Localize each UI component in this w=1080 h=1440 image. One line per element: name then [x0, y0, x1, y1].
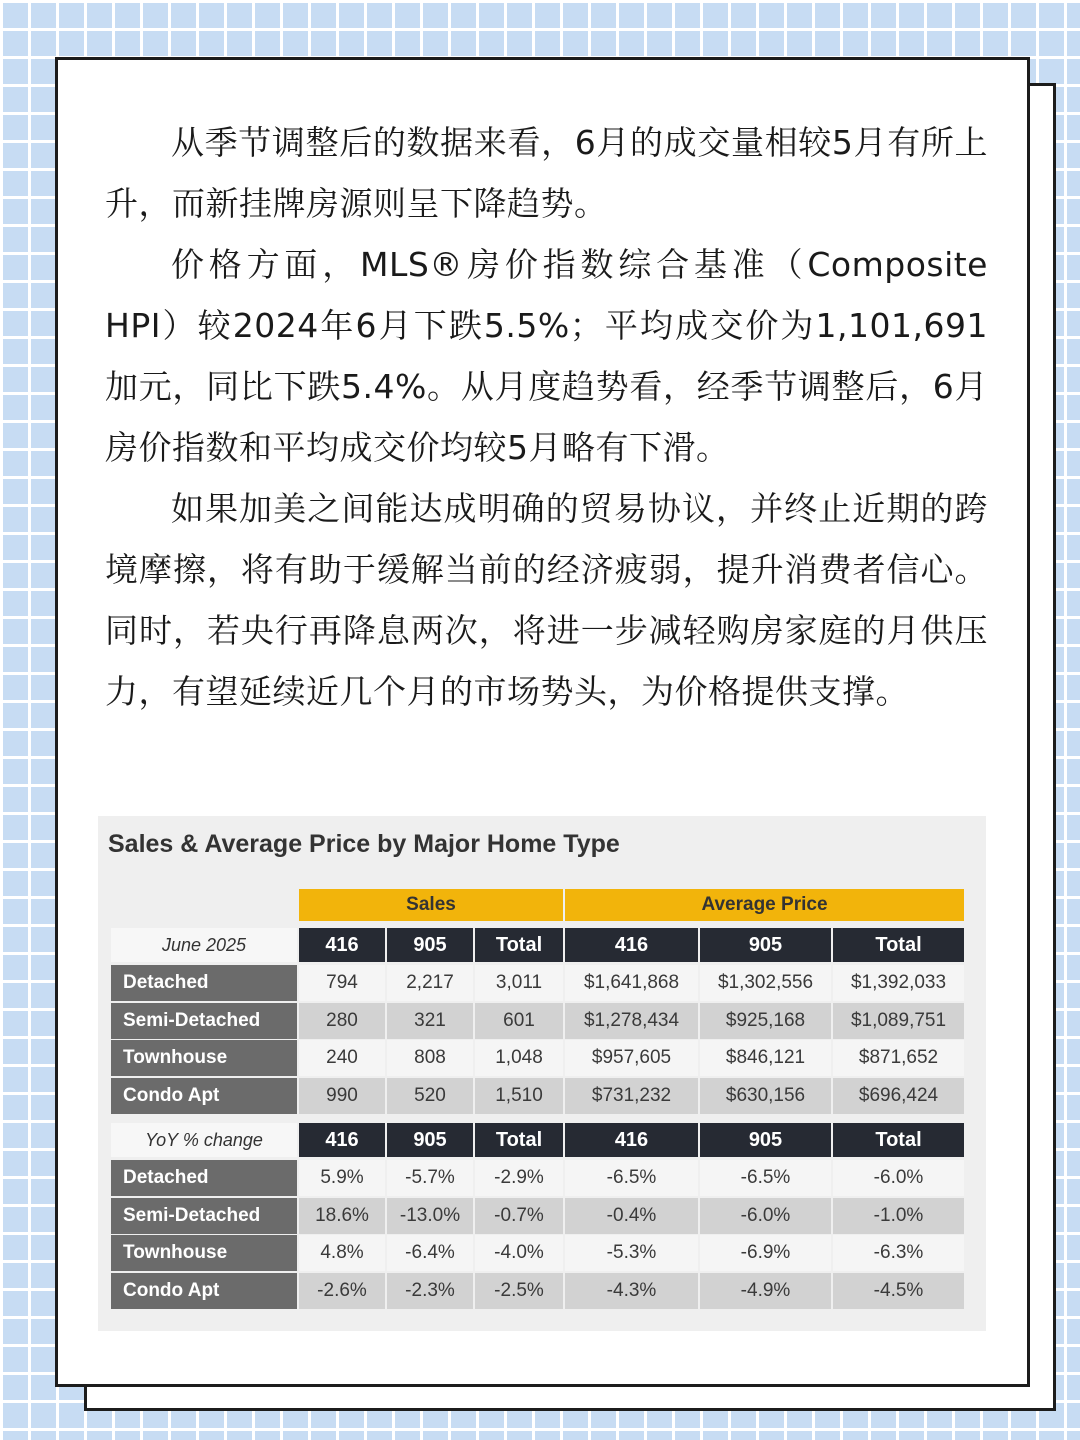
table-cell: 280	[299, 1003, 385, 1039]
table-cell: -2.9%	[475, 1160, 563, 1196]
table-cell: $1,392,033	[833, 965, 964, 1001]
row-label: Condo Apt	[111, 1273, 297, 1309]
table-cell: $731,232	[565, 1078, 698, 1114]
sales-group-header: Sales	[299, 889, 563, 921]
row-label: Semi-Detached	[111, 1198, 297, 1234]
paragraph-1: 从季节调整后的数据来看，6月的成交量相较5月有所上升，而新挂牌房源则呈下降趋势。	[105, 123, 988, 223]
table-cell: 808	[387, 1040, 473, 1076]
table-cell: -5.3%	[565, 1235, 698, 1271]
table-cell: $696,424	[833, 1078, 964, 1114]
paragraph-3: 如果加美之间能达成明确的贸易协议，并终止近期的跨境摩擦，将有助于缓解当前的经济疲弱，提升消费者信心。同时，若央行再降息两次，将进一步减轻购房家庭的月供压力，有望延续近几个月的市场势头，为价格提供支撑。	[105, 489, 988, 711]
table-cell: 321	[387, 1003, 473, 1039]
column-header: 416	[565, 1123, 698, 1157]
table-cell: -0.4%	[565, 1198, 698, 1234]
table-cell: 520	[387, 1078, 473, 1114]
table-cell: 1,048	[475, 1040, 563, 1076]
column-header: 905	[700, 1123, 831, 1157]
table-cell: $871,652	[833, 1040, 964, 1076]
row-label: Semi-Detached	[111, 1003, 297, 1039]
table-cell: 3,011	[475, 965, 563, 1001]
table-cell: -2.3%	[387, 1273, 473, 1309]
section-label: YoY % change	[111, 1123, 297, 1157]
table-cell: 794	[299, 965, 385, 1001]
table-cell: -1.0%	[833, 1198, 964, 1234]
table-cell: 18.6%	[299, 1198, 385, 1234]
table-cell: -6.9%	[700, 1235, 831, 1271]
column-header: Total	[833, 1123, 964, 1157]
table-cell: -2.6%	[299, 1273, 385, 1309]
table-cell: -6.5%	[700, 1160, 831, 1196]
section-label: June 2025	[111, 928, 297, 962]
paragraph-2: 价格方面，MLS®房价指数综合基准（Composite HPI）较2024年6月下跌5.5%；平均成交价为1,101,691加元，同比下跌5.4%。从月度趋势看，经季节调整后，6月房价指数和平均成交价均较5月略有下滑。	[105, 245, 988, 467]
table-cell: -2.5%	[475, 1273, 563, 1309]
table-cell: $846,121	[700, 1040, 831, 1076]
table-cell: -6.3%	[833, 1235, 964, 1271]
table-cell: -6.4%	[387, 1235, 473, 1271]
table-cell: -6.5%	[565, 1160, 698, 1196]
content-card	[55, 57, 1030, 1387]
row-label: Detached	[111, 965, 297, 1001]
row-label: Detached	[111, 1160, 297, 1196]
table-cell: -4.3%	[565, 1273, 698, 1309]
sales-price-table	[98, 816, 986, 1331]
table-cell: 1,510	[475, 1078, 563, 1114]
row-label: Townhouse	[111, 1235, 297, 1271]
table-cell: -0.7%	[475, 1198, 563, 1234]
average-price-group-header: Average Price	[565, 889, 964, 921]
table-cell: $1,089,751	[833, 1003, 964, 1039]
table-cell: -6.0%	[700, 1198, 831, 1234]
table-cell: -4.0%	[475, 1235, 563, 1271]
table-cell: -4.5%	[833, 1273, 964, 1309]
table-cell: -13.0%	[387, 1198, 473, 1234]
column-header: Total	[475, 1123, 563, 1157]
table-title: Sales & Average Price by Major Home Type	[108, 830, 620, 858]
table-cell: $630,156	[700, 1078, 831, 1114]
table-cell: 240	[299, 1040, 385, 1076]
table-cell: 2,217	[387, 965, 473, 1001]
column-header: 416	[299, 1123, 385, 1157]
row-label: Townhouse	[111, 1040, 297, 1076]
column-header: Total	[475, 928, 563, 962]
column-header: 416	[299, 928, 385, 962]
column-header: 905	[700, 928, 831, 962]
table-cell: -5.7%	[387, 1160, 473, 1196]
table-cell: 5.9%	[299, 1160, 385, 1196]
table-cell: $957,605	[565, 1040, 698, 1076]
table-cell: $925,168	[700, 1003, 831, 1039]
article-body	[105, 112, 988, 722]
column-header: 905	[387, 928, 473, 962]
table-cell: -6.0%	[833, 1160, 964, 1196]
table-cell: 4.8%	[299, 1235, 385, 1271]
table-cell: -4.9%	[700, 1273, 831, 1309]
table-cell: 601	[475, 1003, 563, 1039]
column-header: 416	[565, 928, 698, 962]
column-header: 905	[387, 1123, 473, 1157]
table-cell: $1,302,556	[700, 965, 831, 1001]
row-label: Condo Apt	[111, 1078, 297, 1114]
table-cell: $1,278,434	[565, 1003, 698, 1039]
table-grid	[98, 816, 986, 1331]
column-header: Total	[833, 928, 964, 962]
table-cell: $1,641,868	[565, 965, 698, 1001]
table-cell: 990	[299, 1078, 385, 1114]
